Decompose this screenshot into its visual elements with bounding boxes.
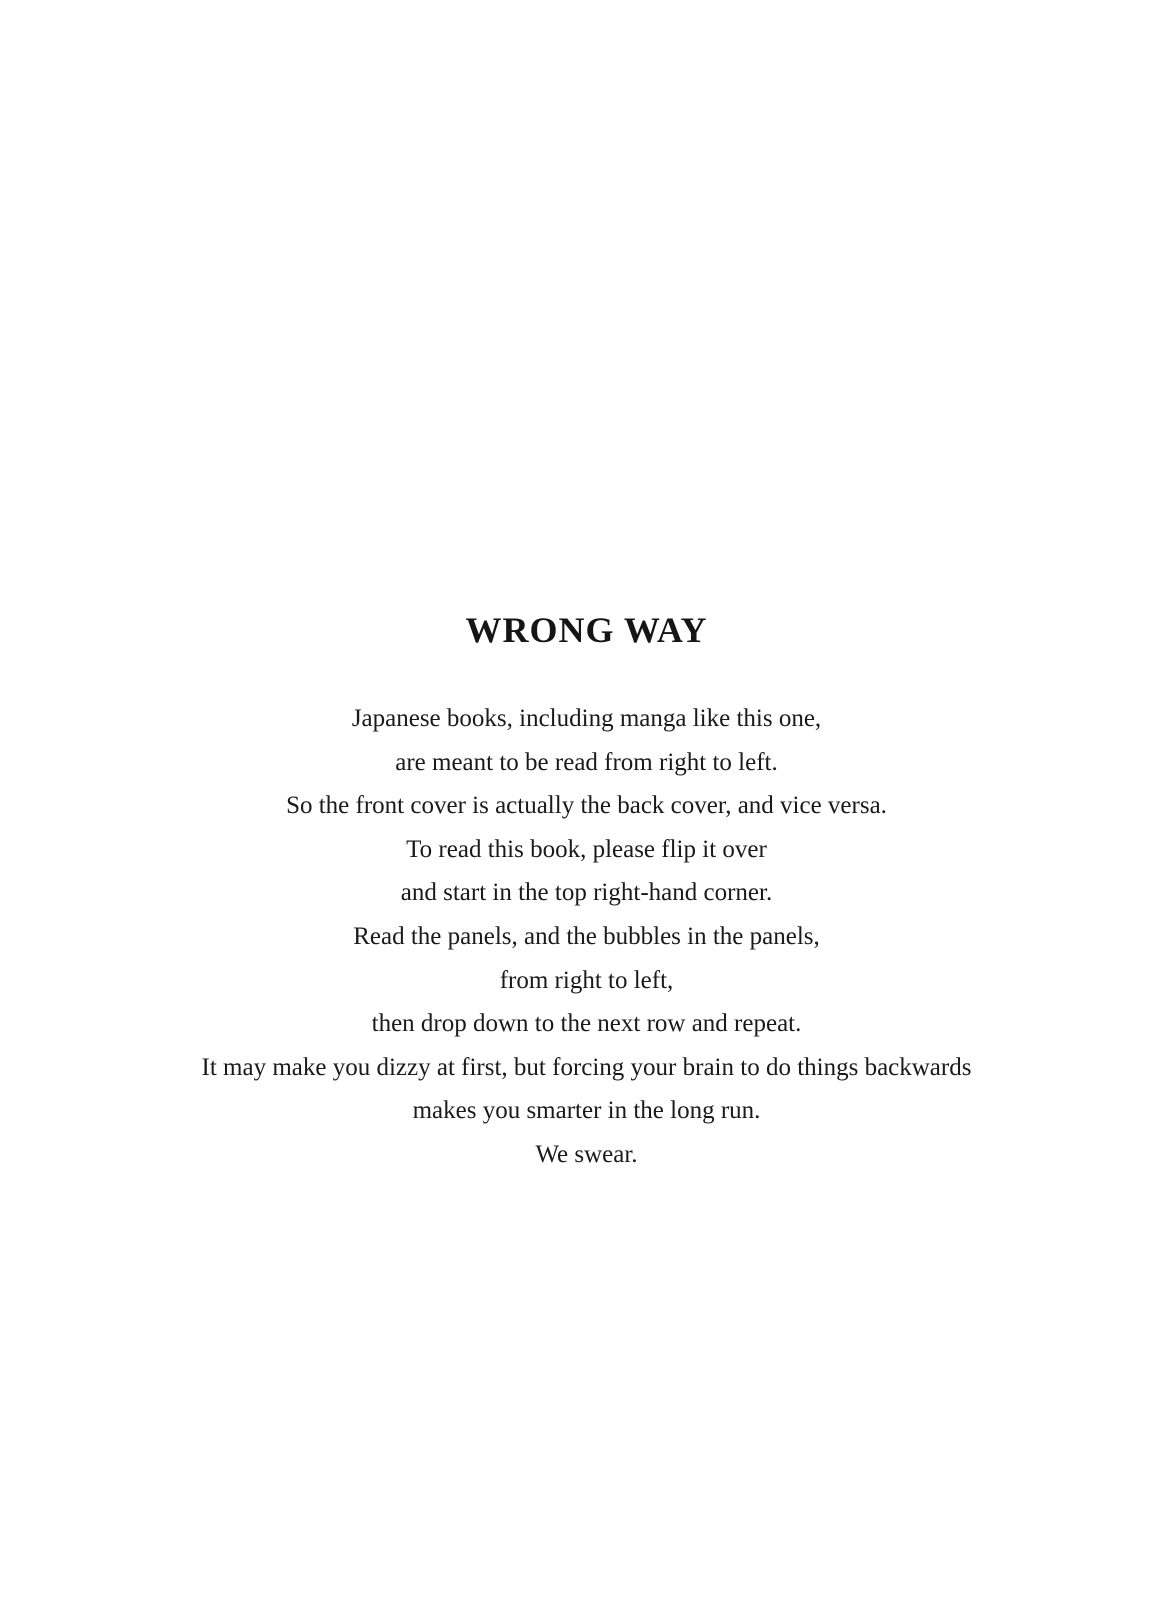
body-line: are meant to be read from right to left. bbox=[395, 748, 778, 776]
body-line: It may make you dizzy at first, but forcing your brain to do things backwards bbox=[201, 1053, 972, 1081]
body-line: To read this book, please flip it over bbox=[406, 835, 767, 863]
body-line: Read the panels, and the bubbles in the panels, bbox=[353, 922, 820, 950]
body-text bbox=[0, 697, 1173, 1177]
body-line: Japanese books, including manga like this one, bbox=[351, 705, 822, 732]
body-line: then drop down to the next row and repeat. bbox=[371, 1010, 802, 1038]
body-line: from right to left, bbox=[499, 966, 674, 994]
body-line: makes you smarter in the long run. bbox=[412, 1097, 761, 1125]
page-title: WRONG WAY bbox=[465, 610, 708, 650]
body-line: We swear. bbox=[535, 1140, 638, 1168]
body-line: So the front cover is actually the back cover, and vice versa. bbox=[286, 792, 887, 820]
body-line: and start in the top right-hand corner. bbox=[400, 879, 773, 907]
